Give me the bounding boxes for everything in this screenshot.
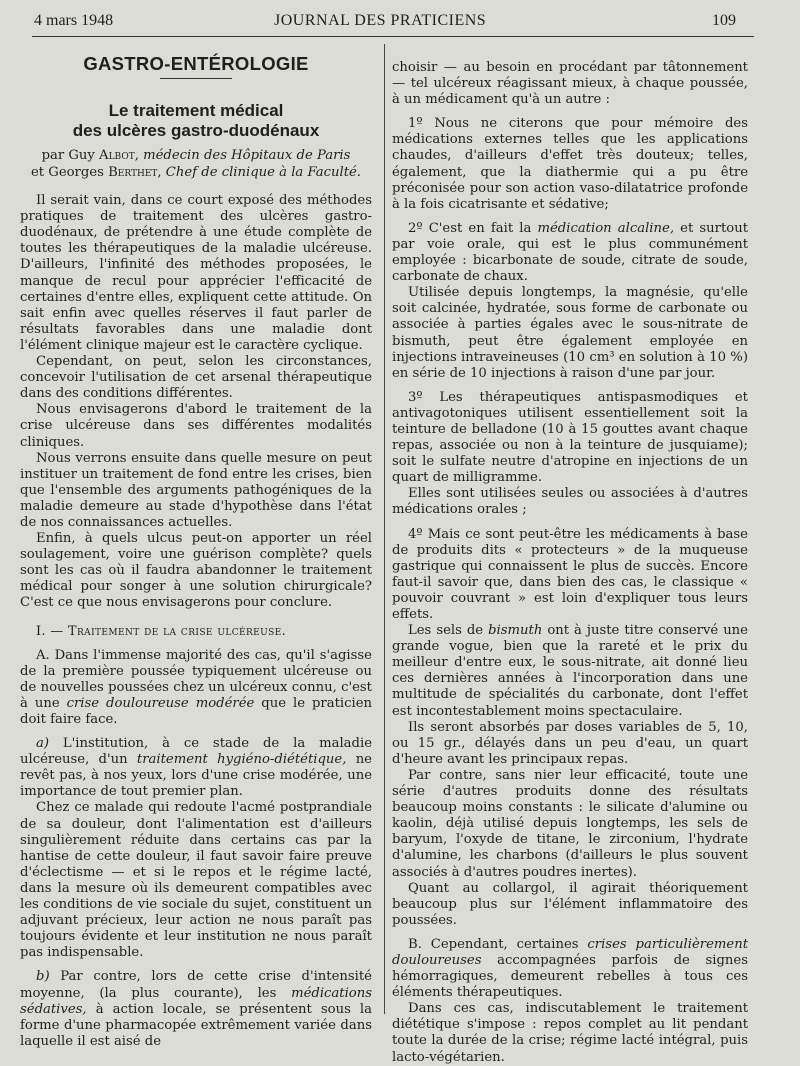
- column-divider: [384, 44, 385, 1014]
- paragraph: a) L'institution, à ce stade de la maladie ulcéreuse, d'un traitement hygiéno-diététique, ne revêt pas, à nos yeux, lors d'une crise modérée, une importance de tout premier plan.: [20, 736, 372, 800]
- title-rule: [160, 78, 232, 79]
- paragraph: Il serait vain, dans ce court exposé des méthodes pratiques de traitement des ulcères gastro-duodénaux, de prétendre à une étude complète de toutes les thérapeutiques de la maladie ulcéreuse. D'ailleurs, l'infinité des méthodes proposées, le manque de recul pour apprécier l'efficacité de certaines d'entre elles, expliquent cette attitude. On sait enfin avec quelles réserves il faut parler de résultats favorables dans une maladie dont l'élément clinique majeur est le caractère cyclique.: [20, 193, 372, 353]
- paragraph: b) Par contre, lors de cette crise d'intensité moyenne, (la plus courante), les médications sédatives, à action locale, se présentent sous la forme d'une pharmacopée extrêmement variée dans laquelle il est aisé de: [20, 969, 372, 1049]
- paragraph: Les sels de bismuth ont à juste titre conservé une grande vogue, bien que la rareté et le prix du meilleur d'entre eux, le sous-nitrate, ait donné lieu ces dernières années à l'incorporation dans une multitude de spécialités du carbonate, dont l'effet est incontestablement moins spectaculaire.: [392, 623, 748, 719]
- author-2: et Georges Berthet, Chef de clinique à la Faculté.: [30, 165, 361, 181]
- paragraph: 4º Mais ce sont peut-être les médicaments à base de produits dits « protecteurs » de la muqueuse gastrique qui connaissent le plus de succès. Encore faut-il savoir que, dans bien des cas, le classique « pouvoir couvrant » est loin d'expliquer tous leurs effets.: [392, 526, 748, 622]
- author-2-name: Berthet: [108, 165, 158, 181]
- title-line-2: des ulcères gastro-duodénaux: [72, 121, 320, 141]
- author-2-role: Chef de clinique à la Faculté.: [165, 165, 361, 181]
- paragraph: Nous verrons ensuite dans quelle mesure on peut instituer un traitement de fond entre les crises, bien que l'ensemble des arguments pathogéniques de la maladie demeure au stade d'hypothèse dans l'état de nos connaissances actuelles.: [20, 450, 372, 530]
- subheading: I. — Traitement de la crise ulcéreuse.: [36, 623, 287, 639]
- author-1: par Guy Albot, médecin des Hôpitaux de Paris: [41, 148, 351, 164]
- right-column: [392, 60, 748, 1066]
- paragraph: Chez ce malade qui redoute l'acmé postprandiale de sa douleur, dont l'alimentation est d'ailleurs singulièrement réduite dans certains cas par la hantise de cette douleur, il faut savoir faire preuve d'éclectisme — et si le repos et le régime lacté, dans la mesure où ils demeurent compatibles avec les conditions de vie sociale du sujet, constituent un adjuvant précieux, leur action ne nous paraît pas toujours évidente et leur institution ne nous paraît pas indispensable.: [20, 800, 372, 961]
- paragraph: Elles sont utilisées seules ou associées à d'autres médications orales ;: [392, 486, 748, 518]
- paragraph: Quant au collargol, il agirait théoriquement beaucoup plus sur l'élément inflammatoire des poussées.: [392, 880, 748, 928]
- paragraph: choisir — au besoin en procédant par tâtonnement — tel ulcéreux réagissant mieux, à chaque poussée, à un médicament qu'à un autre :: [392, 60, 748, 108]
- paragraph: Nous envisagerons d'abord le traitement de la crise ulcéreuse dans ses différentes modalités cliniques.: [20, 402, 372, 450]
- running-head: [0, 0, 800, 32]
- paragraph: Cependant, on peut, selon les circonstances, concevoir l'utilisation de cet arsenal thérapeutique dans des conditions différentes.: [20, 354, 372, 402]
- paragraph: Utilisée depuis longtemps, la magnésie, qu'elle soit calcinée, hydratée, sous forme de carbonate ou associée à parties égales avec le sous-nitrate de bismuth, peut être également employée en injections intraveineuses (10 cm³ en solution à 10 %) en série de 10 injections à raison d'une par jour.: [392, 285, 748, 381]
- section-title: GASTRO-ENTÉROLOGIE: [83, 53, 309, 74]
- article-title: [20, 101, 372, 141]
- journal-title: JOURNAL DES PRATICIENS: [274, 12, 487, 29]
- paragraph: B. Cependant, certaines crises particulièrement douloureuses accompagnées parfois de signes hémorragiques, demeurent rebelles à tous ces éléments thérapeutiques.: [392, 936, 748, 1001]
- title-line-1: Le traitement médical: [108, 101, 284, 121]
- paragraph: Dans ces cas, indiscutablement le traitement diététique s'impose : repos complet au lit pendant toute la durée de la crise; régime lacté intégral, puis lacto-végétarien.: [392, 1001, 748, 1065]
- paragraph: Enfin, à quels ulcus peut-on apporter un réel soulagement, voire une guérison complète? quels sont les cas où il faudra abandonner le traitement médical pour songer à une solution chirurgicale? C'est ce que nous envisagerons pour conclure.: [20, 531, 372, 611]
- paragraph: 1º Nous ne citerons que pour mémoire des médications externes telles que les applications chaudes, d'ailleurs d'effet très douteux; telles, également, que la diathermie qui a pu être préconisée pour son action vaso-dilatatrice profonde à la fois cicatrisante et sédative;: [392, 116, 748, 212]
- issue-date: 4 mars 1948: [34, 12, 114, 29]
- paragraph: 3º Les thérapeutiques antispasmodiques et antivagotoniques utilisent essentiellement soit la teinture de belladone (10 à 15 gouttes avant chaque repas, associée ou non à la teinture de jusquiame); soit le sulfate neutre d'atropine en injections de un quart de milligramme.: [392, 389, 748, 486]
- paragraph: A. Dans l'immense majorité des cas, qu'il s'agisse de la première poussée typiquement ulcéreuse ou de nouvelles poussées chez un ulcéreux connu, c'est à une crise douloureuse modérée que le praticien doit faire face.: [20, 647, 372, 727]
- header-rule: [32, 36, 754, 37]
- author-1-name: Albot: [99, 148, 135, 164]
- left-column: [20, 52, 372, 1050]
- paragraph: 2º C'est en fait la médication alcaline, et surtout par voie orale, qui est le plus communément employée : bicarbonate de soude, citrate de soude, carbonate de chaux.: [392, 220, 748, 285]
- paragraph: Par contre, sans nier leur efficacité, toute une série d'autres produits donne des résultats beaucoup moins constants : le silicate d'alumine ou kaolin, déjà utilisé depuis longtemps, les sels de baryum, l'oxyde de titane, le zirconium, l'hydrate d'alumine, les charbons (d'ailleurs le plus souvent associés à d'autres poudres inertes).: [392, 767, 748, 880]
- byline: [20, 147, 372, 181]
- author-1-role: médecin des Hôpitaux de Paris: [143, 148, 351, 164]
- page-number: 109: [712, 12, 736, 29]
- paragraph: Ils seront absorbés par doses variables de 5, 10, ou 15 gr., délayés dans un peu d'eau, un quart d'heure avant les principaux repas.: [392, 719, 748, 767]
